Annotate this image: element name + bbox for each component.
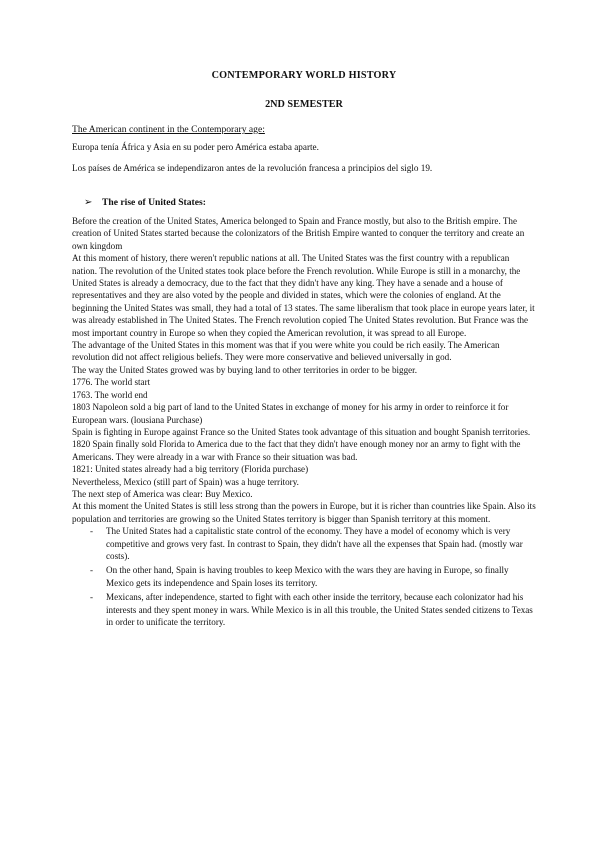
paragraph: 1820 Spain finally sold Florida to America due to the fact that they didn't have enough money nor an army to fight with the Americans. They were already in a war with France so their situation was bad.: [72, 439, 521, 462]
intro-heading: The American continent in the Contemporary age:: [72, 124, 265, 135]
dash-bullet-icon: -: [90, 526, 94, 537]
dash-bullet-icon: -: [90, 592, 94, 603]
spanish-line-1: Europa tenía África y Asia en su poder pero América estaba aparte.: [72, 142, 319, 152]
paragraph: Before the creation of the United States, America belonged to Spain and France mostly, but also to the British empire. The creation of United States started because the colonizators of the British Empire wanted to conquer the territory and create an own kingdom: [72, 216, 525, 251]
arrow-bullet-icon: ➢: [84, 197, 93, 208]
paragraph: The advantage of the United States in this moment was that if you were white you could be rich easily. The American revolution did not affect religious beliefs. They were more conservative and believed universally in god.: [72, 340, 500, 363]
section-heading: [84, 197, 536, 208]
paragraph: Nevertheless, Mexico (still part of Spain) was a huge territory.: [72, 476, 299, 487]
paragraph: The way the United States growed was by buying land to other territories in order to be bigger.: [72, 364, 417, 375]
paragraph: 1803 Napoleon sold a big part of land to the United States in exchange of money for his army in order to reinforce it for European wars. (lousiana Purchase): [72, 402, 509, 425]
list-item-text: The United States had a capitalistic state control of the economy. They have a model of economy which is very competitive and grows very fast. In contrast to Spain, they didn't have all the expenses that Spain had. (mostly war costs).: [106, 526, 523, 561]
paragraph: Spain is fighting in Europe against France so the United States took advantage of this situation and bought Spanish territories.: [72, 426, 531, 437]
section-heading-text: The rise of United States:: [102, 197, 206, 208]
paragraph: 1821: United states already had a big territory (Florida purchase): [72, 464, 309, 475]
paragraph: 1763. The world end: [72, 389, 148, 400]
dash-bullet-icon: -: [90, 565, 94, 576]
bullet-list: [72, 525, 536, 628]
paragraph: At this moment of history, there weren't republic nations at all. The United States was the first country with a republican nation. The revolution of the United states took place before the French revolution. While Europe is still in a monarchy, the United States is already a democracy, due to the fact that they didn't have any king. They have a senade and a house of representatives and they are also voted by the people and divided in states, which were the colonies of england. At the beginning the United States was small, they had a total of 13 states. The same liberalism that took place in europe years later, it was already established in The United States. The French revolution copied The United States revolution. But France was the most important country in Europe so when they copied the American revolution, it was spread to all Europe.: [72, 253, 535, 338]
list-item: [90, 564, 536, 589]
list-item-text: Mexicans, after independence, started to fight with each other inside the territory, because each colonizator had his interests and they spent money in wars. While Mexico is in all this trouble, the United States sended citizens to Texas in order to unificate the territory.: [106, 592, 533, 627]
list-item-text: On the other hand, Spain is having troubles to keep Mexico with the wars they are having in Europe, so finally Mexico gets its independence and Spain loses its territory.: [106, 565, 509, 588]
paragraph: At this moment the United States is still less strong than the powers in Europe, but it is richer than countries like Spain. Also its population and territories are growing so the United States territory is bigger than Spanish territory at this moment.: [72, 501, 536, 524]
list-item: [90, 591, 536, 628]
spanish-line-2: Los países de América se independizaron antes de la revolución francesa a principios del siglo 19.: [72, 163, 433, 173]
paragraph: The next step of America was clear: Buy Mexico.: [72, 488, 253, 499]
paragraph: 1776. The world start: [72, 377, 151, 388]
document-subtitle: 2ND SEMESTER: [265, 99, 343, 110]
document-title: CONTEMPORARY WORLD HISTORY: [211, 70, 397, 81]
list-item: [90, 525, 536, 562]
